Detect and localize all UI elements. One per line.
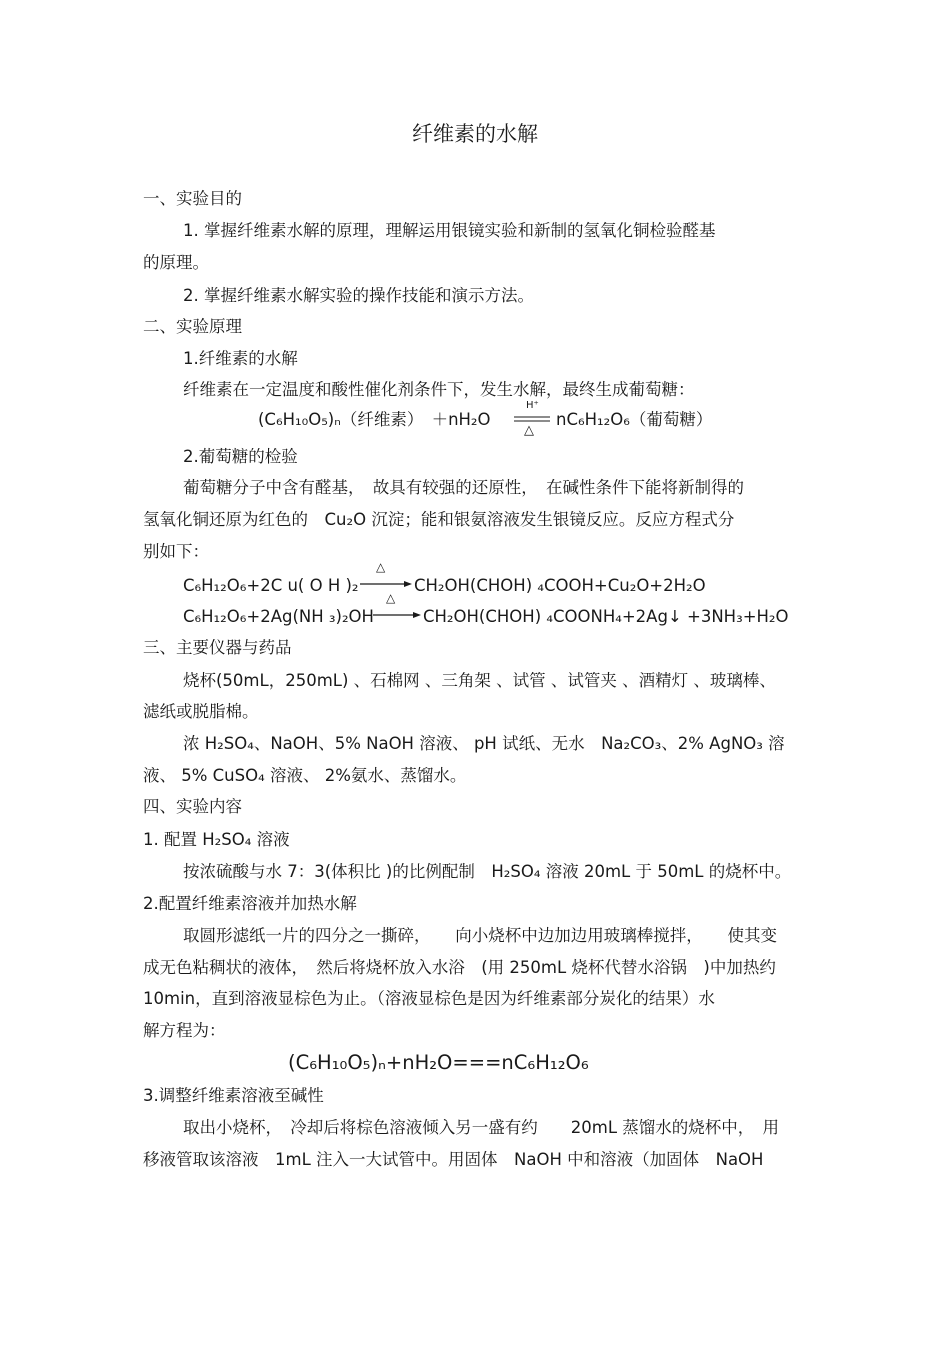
- equation-1-condition-top: H⁺: [526, 400, 539, 411]
- step-2-line-2: 成无色粘稠状的液体， 然后将烧杯放入水浴 (用 250mL 烧杯代替水浴锅 )中加热约: [143, 958, 776, 977]
- subheading-hydrolysis: 1.纤维素的水解: [183, 349, 298, 368]
- equation-3-right: CH₂OH(CHOH) ₄COONH₄+2Ag↓ +3NH₃+H₂O: [423, 607, 789, 626]
- section-heading-procedure: 四、实验内容: [143, 797, 242, 816]
- equation-2-right: CH₂OH(CHOH) ₄COOH+Cu₂O+2H₂O: [414, 576, 706, 595]
- equation-3-condition: △: [386, 591, 396, 605]
- step-2-line-4: 解方程为：: [143, 1021, 226, 1040]
- hydrolysis-description: 纤维素在一定温度和酸性催化剂条件下，发生水解，最终生成葡萄糖：: [183, 380, 695, 399]
- section-heading-objectives: 一、实验目的: [143, 189, 242, 208]
- objective-2: 2. 掌握纤维素水解实验的操作技能和演示方法。: [183, 286, 534, 305]
- step-1-heading: 1. 配置 H₂SO₄ 溶液: [143, 830, 290, 849]
- step-2-line-3: 10min，直到溶液显棕色为止。（溶液显棕色是因为纤维素部分炭化的结果）水: [143, 989, 715, 1008]
- glucose-test-line-3: 别如下：: [143, 542, 209, 561]
- section-heading-materials: 三、主要仪器与药品: [143, 638, 292, 657]
- apparatus-line-1: 烧杯(50mL，250mL) 、石棉网 、三角架 、试管 、试管夹 、酒精灯 、玻璃棒、: [183, 671, 776, 690]
- equation-1-right: nC₆H₁₂O₆（葡萄糖）: [556, 410, 713, 429]
- step-3-line-2: 移液管取该溶液 1mL 注入一大试管中。用固体 NaOH 中和溶液（加固体 NaOH: [143, 1150, 764, 1169]
- reagents-line-1: 浓 H₂SO₄、NaOH、5% NaOH 溶液、 pH 试纸、无水 Na₂CO₃、2% AgNO₃ 溶: [183, 734, 785, 753]
- step-3-heading: 3.调整纤维素溶液至碱性: [143, 1086, 324, 1105]
- step-3-line-1: 取出小烧杯， 冷却后将棕色溶液倾入另一盛有约 20mL 蒸馏水的烧杯中， 用: [183, 1118, 780, 1137]
- equation-1-left: (C₆H₁₀O₅)ₙ（纤维素） ＋nH₂O: [258, 410, 491, 429]
- equation-2-condition: △: [376, 560, 386, 574]
- section-heading-principle: 二、实验原理: [143, 317, 242, 336]
- equation-1-condition-bottom: △: [524, 423, 534, 438]
- step-1-description: 按浓硫酸与水 7：3(体积比 )的比例配制 H₂SO₄ 溶液 20mL 于 50mL 的烧杯中。: [183, 862, 792, 881]
- subheading-glucose-test: 2.葡萄糖的检验: [183, 447, 298, 466]
- step-2-heading: 2.配置纤维素溶液并加热水解: [143, 894, 357, 913]
- glucose-test-line-2: 氢氧化铜还原为红色的 Cu₂O 沉淀；能和银氨溶液发生银镜反应。反应方程式分: [143, 510, 735, 529]
- equation-3-arrow: [373, 612, 421, 620]
- equation-2-left: C₆H₁₂O₆+2C u( O H )₂: [183, 576, 359, 595]
- glucose-test-line-1: 葡萄糖分子中含有醛基， 故具有较强的还原性， 在碱性条件下能将新制得的: [183, 478, 744, 497]
- objective-1-line-1: 1. 掌握纤维素水解的原理，理解运用银镜实验和新制的氢氧化铜检验醛基: [183, 221, 716, 240]
- reagents-line-2: 液、 5% CuSO₄ 溶液、 2%氨水、蒸馏水。: [143, 766, 467, 785]
- apparatus-line-2: 滤纸或脱脂棉。: [143, 702, 259, 721]
- equation-3-left: C₆H₁₂O₆+2Ag(NH ₃)₂OH: [183, 607, 374, 626]
- objective-1-line-2: 的原理。: [143, 253, 209, 272]
- step-2-line-1: 取圆形滤纸一片的四分之一撕碎， 向小烧杯中边加边用玻璃棒搅拌， 使其变: [183, 926, 777, 945]
- page-title: 纤维素的水解: [412, 122, 538, 146]
- equation-2-arrow: [360, 581, 412, 589]
- equation-4: (C₆H₁₀O₅)ₙ+nH₂O===nC₆H₁₂O₆: [288, 1051, 589, 1074]
